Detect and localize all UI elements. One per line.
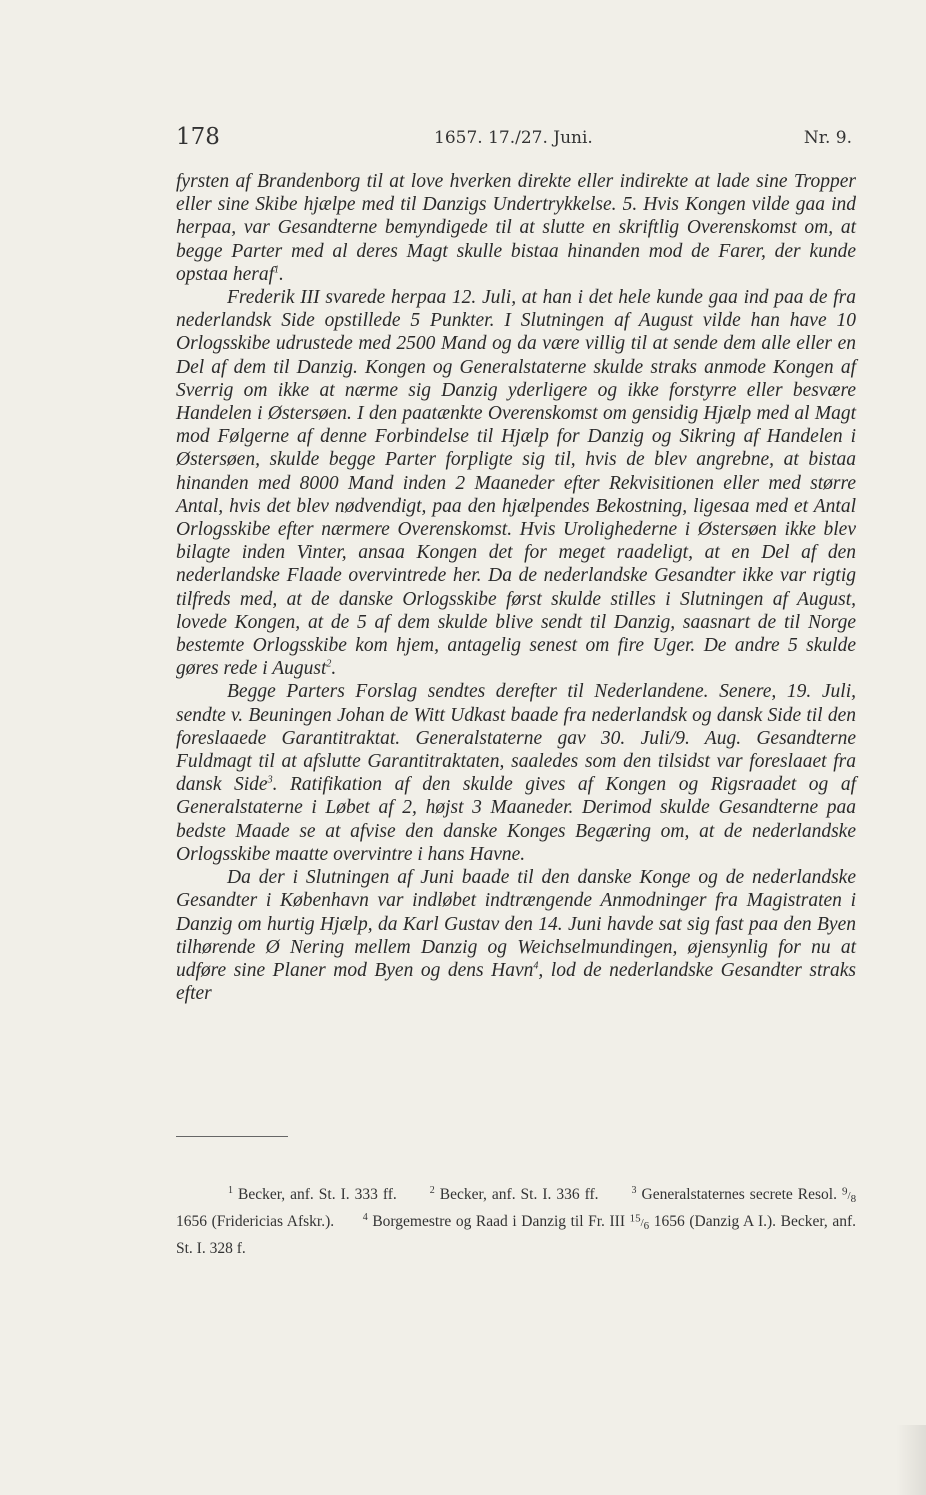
paragraph-2-text: Frederik III svarede herpaa 12. Juli, at han i det hele kunde gaa ind paa de fra nederlandsk Side opstillede 5 Punkter. I Slutningen af August vilde han have 10 Orlogsskibe udrustede med 2500 Mand og da være villig til at sende dem alle eller en Del af dem til Danzig. Kongen og Generalstaterne skulde straks anmode Kongen af Sverrig om ikke at nærme sig Danzig yderligere og ikke forstyrre eller besvære Handelen i Østersøen. I den paatænkte Overenskomst om gensidig Hjælp med al Magt mod Følgerne af denne Forbindelse til Hjælp for Danzig og Sikring af Handelen i Østersøen, skulde begge Parter forpligte sig til, hvis de blev angrebne, at bistaa hinanden med 8000 Mand inden 2 Maaneder efter Rekvisitionen eller med større Antal, hvis det blev nødvendigt, paa den hjælpendes Bekostning, ligesaa med et Antal Orlogsskibe efter nærmere Overenskomst. Hvis Urolighederne i Østersøen ikke blev bilagte inden Vinter, ansaa Kongen det for meget raadeligt, at en Del af den nederlandske Flaade overvintrede her. Da de nederlandske Gesandter ikke var rigtig tilfreds med, at de danske Orlogsskibe først skulde stilles i Slutningen af August, lovede Kongen, at de 5 af dem skulde blive sendt til Danzig, saasnart de til Norge bestemte Orlogsskibe kom hjem, antagelig senest om fire Uger. De andre 5 skulde gøres rede i August (176, 287, 856, 680)
footnote-3-fraction-den: 8 (850, 1193, 857, 1206)
body-text (176, 170, 856, 1005)
running-head (176, 124, 852, 154)
footnote-3-text: Generalstaternes secrete Resol. (641, 1186, 837, 1203)
footnote-1-number: 1 (228, 1184, 233, 1196)
footnote-2 (430, 1186, 599, 1203)
paragraph-3 (176, 680, 856, 866)
footnote-3-number: 3 (631, 1184, 637, 1196)
footnote-3-text-cont: 1656 (Fridericias Afskr.). (176, 1213, 335, 1230)
paragraph-1-end: . (279, 263, 284, 285)
paragraph-4-text-cont: , lod de nederlandske Gesandter straks efter (176, 959, 856, 1005)
footnote-2-text: Becker, anf. St. I. 336 ff. (439, 1186, 599, 1203)
footnote-4-number: 4 (362, 1211, 368, 1223)
footnote-3-fraction-num: 9 (842, 1185, 848, 1198)
paragraph-4-text: Da der i Slutningen af Juni baade til den danske Konge og de nederlandske Gesandter i København var indløbet indtrængende Anmodninger fra Magistraten i Danzig om hurtig Hjælp, da Karl Gustav den 14. Juni havde sat sig fast paa den Byen tilhørende Ø Nering mellem Danzig og Weichselmundingen, øjensynlig for nu at udføre sine Planer mod Byen og dens Havn (176, 867, 856, 981)
paragraph-2 (176, 286, 856, 680)
paragraph-2-end: . (331, 658, 337, 680)
footnote-4-text: Borgemestre og Raad i Danzig til Fr. III (372, 1213, 626, 1230)
paragraph-3-text-cont: . Ratifikation af den skulde gives af Kongen og Rigsraadet og af Generalstaterne i Løbet af 2, højst 3 Maaneder. Derimod skulde Gesandterne paa bedste Maade se at afvise den danske Konges Begæring om, at de nederlandske Orlogsskibe maatte overvintre i hans Havne. (176, 774, 856, 865)
footnote-4-date-fraction: 15/6 (629, 1212, 650, 1233)
page-number: 178 (176, 124, 220, 150)
paragraph-4 (176, 866, 856, 1005)
footnote-4-fraction-num: 15 (629, 1212, 641, 1225)
footnote-ref-1: 1 (274, 264, 280, 276)
footnote-4-text-cont: 1656 (Danzig A I.). Becker, anf. St. I. 328 f. (176, 1213, 857, 1257)
footnote-ref-3: 3 (267, 774, 273, 786)
document-number: Nr. 9. (803, 128, 852, 148)
footnote-3-date-fraction: 9/8 (842, 1185, 857, 1206)
footnote-1-text: Becker, anf. St. I. 333 ff. (238, 1186, 397, 1203)
running-title: 1657. 17./27. Juni. (434, 128, 593, 148)
paragraph-3-text: Begge Parters Forslag sendtes derefter til Nederlandene. Senere, 19. Juli, sendte v. Beuningen Johan de Witt Udkast baade fra nederlandsk og dansk Side til den foreslaaede Garantitraktat. Generalstaterne gav 30. Juli/9. Aug. Gesandterne Fuldmagt til at afslutte Garantitraktaten, saaledes som den tilsidst var foreslaaet fra dansk Side (176, 681, 856, 796)
footnote-ref-2: 2 (326, 658, 332, 670)
footnote-divider (176, 1136, 288, 1137)
footnote-ref-4: 4 (533, 960, 539, 972)
page-edge-shadow (896, 1425, 926, 1495)
paragraph-1-text: fyrsten af Brandenborg til at love hverken direkte eller indirekte at lade sine Tropper eller sine Skibe hjælpe med til Danzigs Undertrykkelse. 5. Hvis Kongen vilde gaa ind herpaa, var Gesandterne bemyndigede til at slutte en skriftlig Overenskomst om, at begge Parter med al deres Magt skulle bistaa hinanden mod de Farer, der kunde opstaa heraf (176, 171, 856, 285)
footnotes (176, 1182, 856, 1262)
paragraph-1 (176, 170, 856, 286)
footnote-4-fraction-den: 6 (643, 1220, 650, 1233)
footnote-2-number: 2 (429, 1184, 435, 1196)
footnote-1 (228, 1186, 397, 1203)
